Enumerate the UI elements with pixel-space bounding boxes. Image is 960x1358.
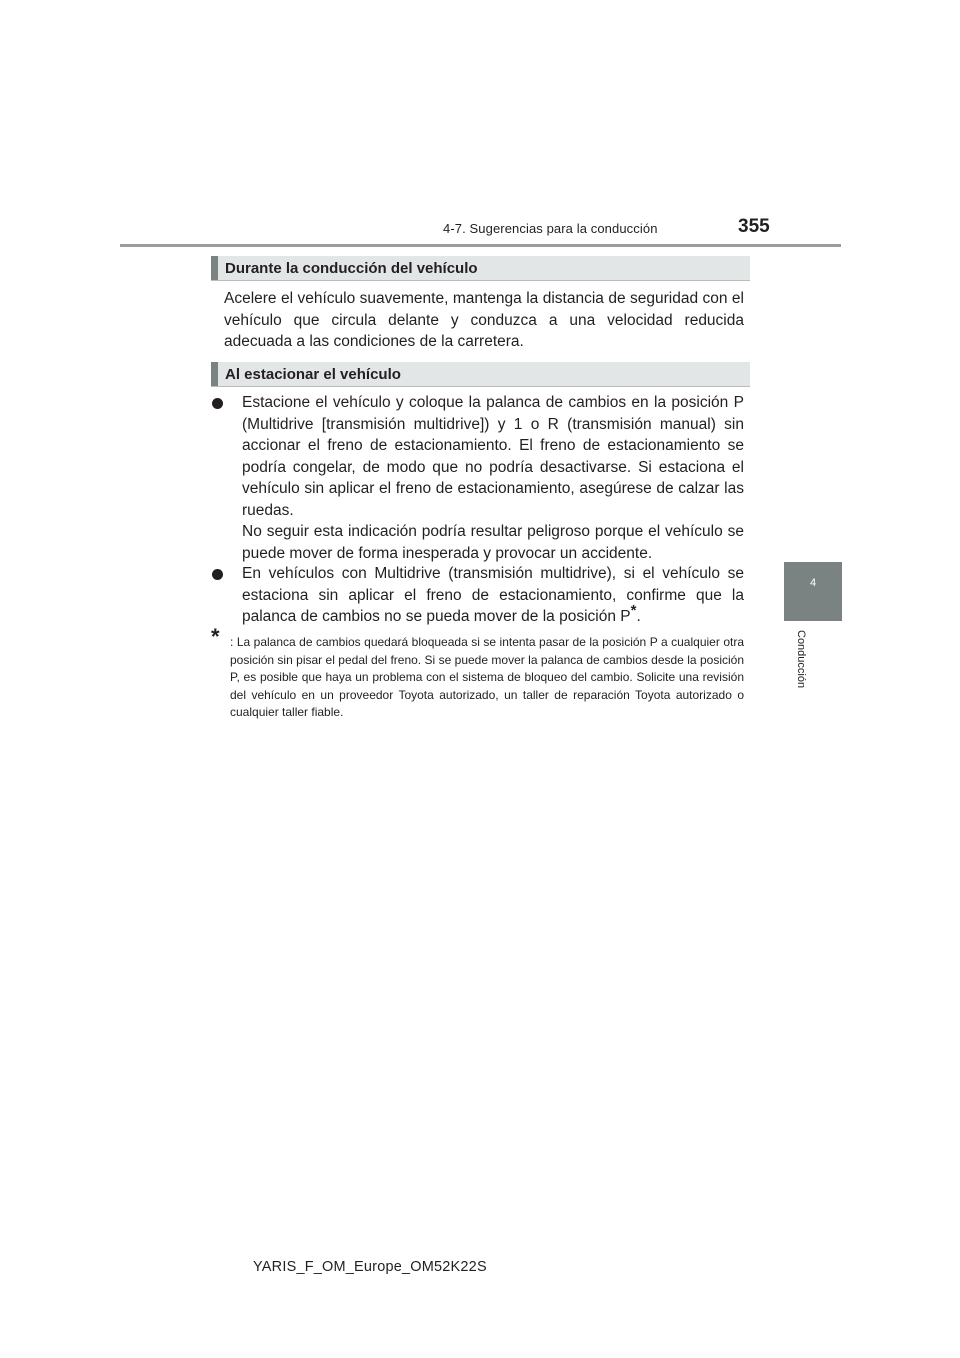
bullet-text (242, 563, 744, 628)
bullet-dot-icon (212, 569, 223, 580)
footnote (211, 624, 744, 722)
chapter-tab-number: 4 (809, 577, 817, 589)
chapter-side-label (793, 630, 809, 700)
section-heading-parking (211, 362, 750, 387)
heading-accent-bar (211, 256, 218, 280)
chapter-tab (784, 562, 842, 621)
chapter-side-label-text: Conducción (795, 630, 807, 689)
running-header: 4-7. Sugerencias para la conducción (443, 221, 658, 236)
document-code: YARIS_F_OM_Europe_OM52K22S (253, 1259, 487, 1275)
section-heading-driving (211, 256, 750, 281)
footnote-text: : La palanca de cambios quedará bloqueada si se intenta pasar de la posición P a cualquier otra posición sin pisar el pedal del freno. Si se puede mover la palanca de cambios desde la posición P, es posible que haya un problema con el sistema de bloqueo del cambio. Solicite una revisión del vehículo en un proveedor Toyota autorizado, un taller de reparación Toyota autorizado o cualquier taller fiable. (230, 635, 744, 719)
header-divider (120, 244, 841, 247)
section-heading-label: Durante la conducción del vehículo (225, 260, 478, 277)
paragraph-driving: Acelere el vehículo suavemente, mantenga la distancia de seguridad con el vehículo que circula delante y conduzca a una velocidad reducida adecuada a las condiciones de la carretera. (224, 290, 744, 350)
bullet-paragraph: Estacione el vehículo y coloque la palanca de cambios en la posición P (Multidrive [transmisión multidrive]) y 1 o R (transmisión manual) sin accionar el freno de estacionamiento. El freno de estacionamiento se podría congelar, de modo que no podría desactivarse. Si estaciona el vehículo sin aplicar el freno de estacionamiento, asegúrese de calzar las ruedas. (242, 394, 744, 519)
footnote-reference: * (630, 601, 637, 619)
bullet-item-parking-brake (211, 392, 744, 564)
bullet-paragraph: En vehículos con Multidrive (transmisión multidrive), si el vehículo se estaciona sin aplicar el freno de estacionamiento, confirme que la palanca de cambios no se pueda mover de la posición P (242, 565, 744, 625)
footnote-mark: * (211, 624, 220, 649)
bullet-end: . (636, 608, 641, 625)
section-heading-label: Al estacionar el vehículo (225, 366, 401, 383)
bullet-dot-icon (212, 398, 223, 409)
bullet-paragraph: No seguir esta indicación podría resultar peligroso porque el vehículo se puede mover de forma inesperada y provocar un accidente. (242, 523, 744, 562)
heading-accent-bar (211, 362, 218, 386)
page-number: 355 (738, 216, 770, 237)
bullet-item-multidrive (211, 563, 744, 628)
bullet-text (242, 392, 744, 564)
